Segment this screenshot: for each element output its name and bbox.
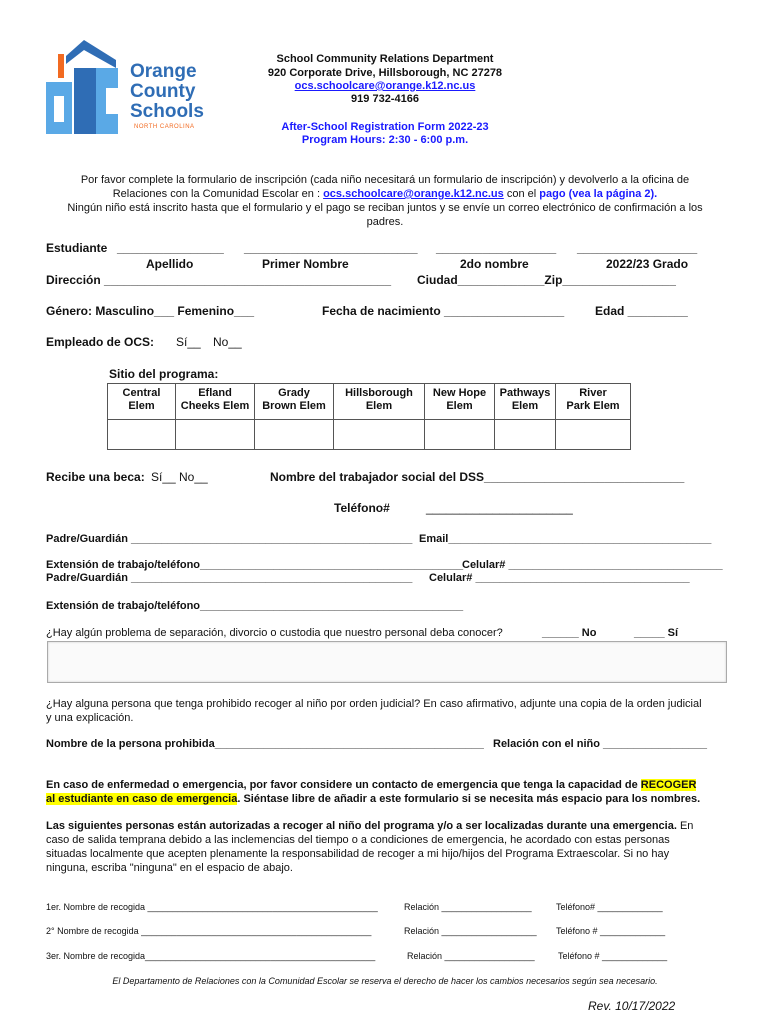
pickup3-name-field[interactable]: 3er. Nombre de recogida______________________________________________	[46, 951, 376, 961]
custody-si-option[interactable]: _____ Sí	[634, 627, 679, 639]
employee-si-option[interactable]: Sí__	[176, 335, 201, 349]
custody-no-option[interactable]: ______ No	[542, 627, 597, 639]
pickup2-name-field[interactable]: 2° Nombre de recogida ______________________________________________	[46, 926, 372, 936]
work-phone1-field[interactable]: Extensión de trabajo/teléfono___________________________________________	[46, 559, 464, 571]
authorized-line-4: ninguna, escriba "ninguna" en el espacio de abajo.	[46, 862, 293, 874]
ocs-logo-mark	[44, 38, 124, 138]
pickup3-relation-field[interactable]: Relación __________________	[407, 951, 535, 961]
work-phone2-field[interactable]: Extensión de trabajo/teléfono___________________________________________	[46, 600, 464, 612]
student-grade-field[interactable]: __________________	[577, 241, 698, 255]
site-col-central: Central Elem	[108, 384, 176, 420]
sub-grado: 2022/23 Grado	[606, 257, 689, 271]
sub-apellido: Apellido	[146, 257, 194, 271]
site-col-grady: Grady Brown Elem	[255, 384, 334, 420]
form-title: After-School Registration Form 2022-23	[281, 121, 489, 133]
site-check-efland[interactable]	[176, 420, 255, 450]
site-col-riverpark: River Park Elem	[556, 384, 631, 420]
beca-label: Recibe una beca:	[46, 470, 145, 484]
cell1-field[interactable]: Celular# ___________________________________	[462, 559, 723, 571]
site-col-hillsborough: Hillsborough Elem	[334, 384, 425, 420]
logo-text-county: County	[130, 81, 196, 102]
pickup1-name-field[interactable]: 1er. Nombre de recogida ______________________________________________	[46, 902, 378, 912]
employee-no-option[interactable]: No__	[213, 335, 242, 349]
age-field[interactable]: Edad _________	[595, 304, 688, 318]
intro-text: Relaciones con la Comunidad Escolar en :	[112, 188, 321, 200]
dept-address: 920 Corporate Drive, Hillsborough, NC 27278	[267, 67, 503, 79]
site-check-pathways[interactable]	[495, 420, 556, 450]
pickup1-phone-field[interactable]: Teléfono# _____________	[556, 902, 663, 912]
prohibited-relation-field[interactable]: Relación con el niño _________________	[493, 738, 708, 750]
authorized-line-1: Las siguientes personas están autorizadas a recoger al niño del programa y/o a ser localizadas durante una emergencia. En	[46, 820, 694, 832]
dss-worker-field[interactable]: Nombre del trabajador social del DSS______________________________	[270, 470, 685, 484]
custody-question: ¿Hay algún problema de separación, divorcio o custodia que nuestro personal deba conocer?	[46, 627, 503, 639]
dept-phone: 919 732-4166	[351, 93, 419, 105]
intro-line-1: Por favor complete la formulario de inscripción (cada niño necesitará un formulario de inscripción) y devolverlo a la oficina de	[80, 174, 690, 186]
student-lastname-field[interactable]: ________________	[117, 241, 224, 255]
student-firstname-field[interactable]: __________________________	[244, 241, 418, 255]
logo-text-schools: Schools	[130, 101, 204, 122]
authorized-line-2: caso de salida temprana debido a las inclemencias del tiempo o a condiciones de emergencia, he acordado con estas personas	[46, 834, 670, 846]
emergency-line-2: al estudiante en caso de emergencia. Siéntase libre de añadir a este formulario si se necesita más espacio para los nombres.	[46, 793, 701, 805]
pickup1-relation-field[interactable]: Relación __________________	[404, 902, 532, 912]
email-field[interactable]: Email___________________________________________	[419, 533, 712, 545]
intro-payment-note: pago (vea la página 2).	[539, 188, 658, 200]
intro-line-2	[20, 188, 750, 200]
cell2-field[interactable]: Celular# ___________________________________	[429, 572, 690, 584]
site-col-pathways: Pathways Elem	[495, 384, 556, 420]
program-hours: Program Hours: 2:30 - 6:00 p.m.	[301, 134, 469, 146]
student-label: Estudiante	[46, 241, 108, 255]
pickup2-phone-field[interactable]: Teléfono # _____________	[556, 926, 666, 936]
site-check-grady[interactable]	[255, 420, 334, 450]
revision-date: Rev. 10/17/2022	[588, 999, 676, 1013]
logo-text-orange: Orange	[130, 61, 197, 82]
prohibited-question-1: ¿Hay alguna persona que tenga prohibido recoger al niño por orden judicial? En caso afirmativo, adjunte una copia de la orden judicial	[46, 698, 702, 710]
emergency-line-1: En caso de enfermedad o emergencia, por favor considere un contacto de emergencia que tenga la capacidad de RECOGER	[46, 779, 697, 791]
custody-notes-box[interactable]	[47, 641, 727, 683]
intro-line-3: Ningún niño está inscrito hasta que el formulario y el pago se reciban juntos y se envíe un correo electrónico de confirmación a los	[67, 202, 703, 214]
ocs-logo	[44, 38, 204, 138]
prohibited-name-field[interactable]: Nombre de la persona prohibida____________________________________________	[46, 738, 484, 750]
intro-text-b: con el	[506, 188, 537, 200]
authorized-line-3: situadas localmente que acepten plenamente la responsabilidad de recoger a mi hijo/hijos del Programa Extraescolar. Si no hay	[46, 848, 670, 860]
dss-phone-label: Teléfono#	[334, 501, 390, 515]
logo-tagline: NORTH CAROLINA	[134, 124, 195, 130]
site-col-efland: Efland Cheeks Elem	[176, 384, 255, 420]
student-middlename-field[interactable]: __________________	[436, 241, 557, 255]
birthdate-field[interactable]: Fecha de nacimiento __________________	[322, 304, 565, 318]
site-check-hillsborough[interactable]	[334, 420, 425, 450]
beca-options[interactable]: Sí__ No__	[151, 470, 208, 484]
site-table	[107, 383, 631, 450]
ciudad-zip-field[interactable]: Ciudad_____________Zip_________________	[417, 273, 676, 287]
dss-phone-field[interactable]: ______________________	[426, 501, 573, 515]
site-label: Sitio del programa:	[109, 367, 219, 381]
pickup3-phone-field[interactable]: Teléfono # _____________	[558, 951, 668, 961]
recoger-highlight: RECOGER	[640, 779, 697, 791]
dept-name: School Community Relations Department	[276, 53, 494, 65]
footer-note: El Departamento de Relaciones con la Comunidad Escolar se reserva el derecho de hacer los cambios necesarios según sea necesario.	[112, 976, 658, 986]
gender-field[interactable]: Género: Masculino___ Femenino___	[46, 304, 255, 318]
site-col-newhope: New Hope Elem	[425, 384, 495, 420]
direccion-field[interactable]: Dirección ___________________________________________	[46, 273, 391, 287]
employee-label: Empleado de OCS:	[46, 335, 155, 349]
intro-line-4: padres.	[366, 216, 404, 228]
sub-primer-nombre: Primer Nombre	[262, 257, 349, 271]
site-check-central[interactable]	[108, 420, 176, 450]
site-check-riverpark[interactable]	[556, 420, 631, 450]
site-check-newhope[interactable]	[425, 420, 495, 450]
dept-email-link[interactable]: ocs.schoolcare@orange.k12.nc.us	[294, 80, 476, 92]
prohibited-question-2: y una explicación.	[46, 712, 134, 724]
pickup2-relation-field[interactable]: Relación ___________________	[404, 926, 537, 936]
parent1-field[interactable]: Padre/Guardián ______________________________________________	[46, 533, 413, 545]
intro-email-link[interactable]: ocs.schoolcare@orange.k12.nc.us	[323, 188, 504, 200]
parent2-field[interactable]: Padre/Guardián ______________________________________________	[46, 572, 413, 584]
student-highlight: al estudiante en caso de emergencia	[46, 793, 238, 805]
sub-2do-nombre: 2do nombre	[460, 257, 529, 271]
